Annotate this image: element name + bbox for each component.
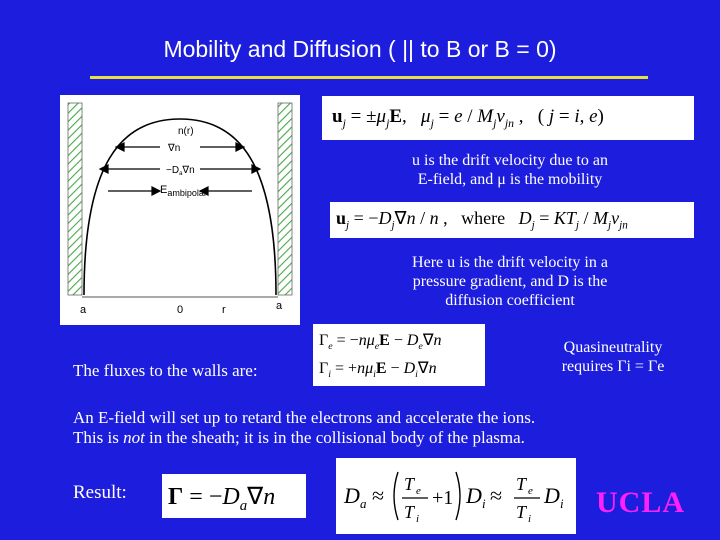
equation-diffusion (330, 202, 694, 238)
svg-text:T: T (516, 474, 527, 494)
svg-text:i: i (416, 513, 420, 525)
svg-text:e: e (416, 485, 421, 497)
fluxes-label: The fluxes to the walls are: (73, 361, 258, 380)
label-grad-n: ∇n (168, 143, 181, 154)
svg-text:D: D (344, 483, 360, 508)
axis-label-r: r (222, 304, 226, 316)
svg-text:+1: +1 (432, 487, 454, 509)
density-profile-svg (60, 95, 300, 325)
title-underline (90, 76, 648, 79)
label-minus-Da: $-D_a\nabla n$ (166, 165, 195, 177)
svg-text:D: D (544, 483, 560, 508)
quasi-line2: requires Γi = Γe (561, 358, 665, 375)
flux-equations (313, 324, 485, 386)
svg-text:≈: ≈ (372, 483, 385, 508)
quasi-line1: Quasineutrality (563, 339, 663, 356)
efield-line2: This is not in the sheath; it is in the collisional body of the plasma. (73, 428, 525, 447)
pressure-caption-line3: diffusion coefficient (445, 292, 575, 309)
efield-paragraph (73, 408, 693, 448)
axis-label-a-left: a (80, 304, 87, 316)
drift-caption-line2: E-field, and μ is the mobility (417, 171, 603, 188)
pressure-caption-line2: pressure gradient, and D is the (412, 273, 608, 290)
label-E-ambipolar: $E_{ambipolar}$ (160, 184, 207, 198)
pressure-caption-line1: Here u is the drift velocity in a (412, 254, 608, 271)
slide-title: Mobility and Diffusion ( || to B or B = 0) (163, 36, 557, 62)
result-equation-1 (162, 474, 306, 518)
efield-line1: An E-field will set up to retard the electrons and accelerate the ions. (73, 408, 536, 427)
label-n-r: n(r) (178, 126, 194, 137)
svg-text:i: i (482, 496, 486, 511)
right-wall (278, 103, 292, 295)
drift-velocity-caption (340, 151, 680, 189)
equation-1-text: $u_j = \pm\mu_jE$, $\mu_j = e / M_j\nu_{jn}$ , ( j = i, e) (332, 106, 604, 130)
svg-text:T: T (404, 474, 415, 494)
svg-text:T: T (516, 502, 527, 522)
pressure-caption (340, 253, 680, 310)
flux-e-equation: $\Gamma_e = -n\mu_eE - D_e\nabla n$ (319, 332, 442, 353)
result-2-svg (336, 458, 576, 534)
svg-text:i: i (560, 496, 564, 511)
axis-label-zero: 0 (177, 304, 184, 316)
axis-label-a-right: a (276, 300, 283, 312)
result-1-text: $\Gamma = -D_a\nabla n$ (168, 484, 276, 514)
drift-caption-line1: u is the drift velocity due to an (412, 152, 608, 169)
equation-2-text: $u_j = -D_j\nabla n / n$ , where $D_j = KT_j / M_j\nu_{jn}$ (336, 208, 628, 232)
svg-text:i: i (528, 513, 532, 525)
svg-text:D: D (466, 483, 482, 508)
flux-i-equation: $\Gamma_i = +n\mu_iE - D_i\nabla n$ (319, 360, 437, 381)
quasineutrality-text (528, 338, 698, 376)
svg-text:T: T (404, 502, 415, 522)
ucla-logo: UCLA (596, 486, 686, 519)
result-equation-2 (336, 458, 576, 534)
result-label: Result: (73, 482, 127, 503)
density-profile-diagram (60, 95, 300, 325)
svg-text:a: a (360, 496, 367, 511)
svg-text:e: e (528, 485, 533, 497)
svg-text:≈: ≈ (490, 483, 503, 508)
equation-drift-velocity (322, 96, 694, 140)
left-wall (68, 103, 82, 295)
